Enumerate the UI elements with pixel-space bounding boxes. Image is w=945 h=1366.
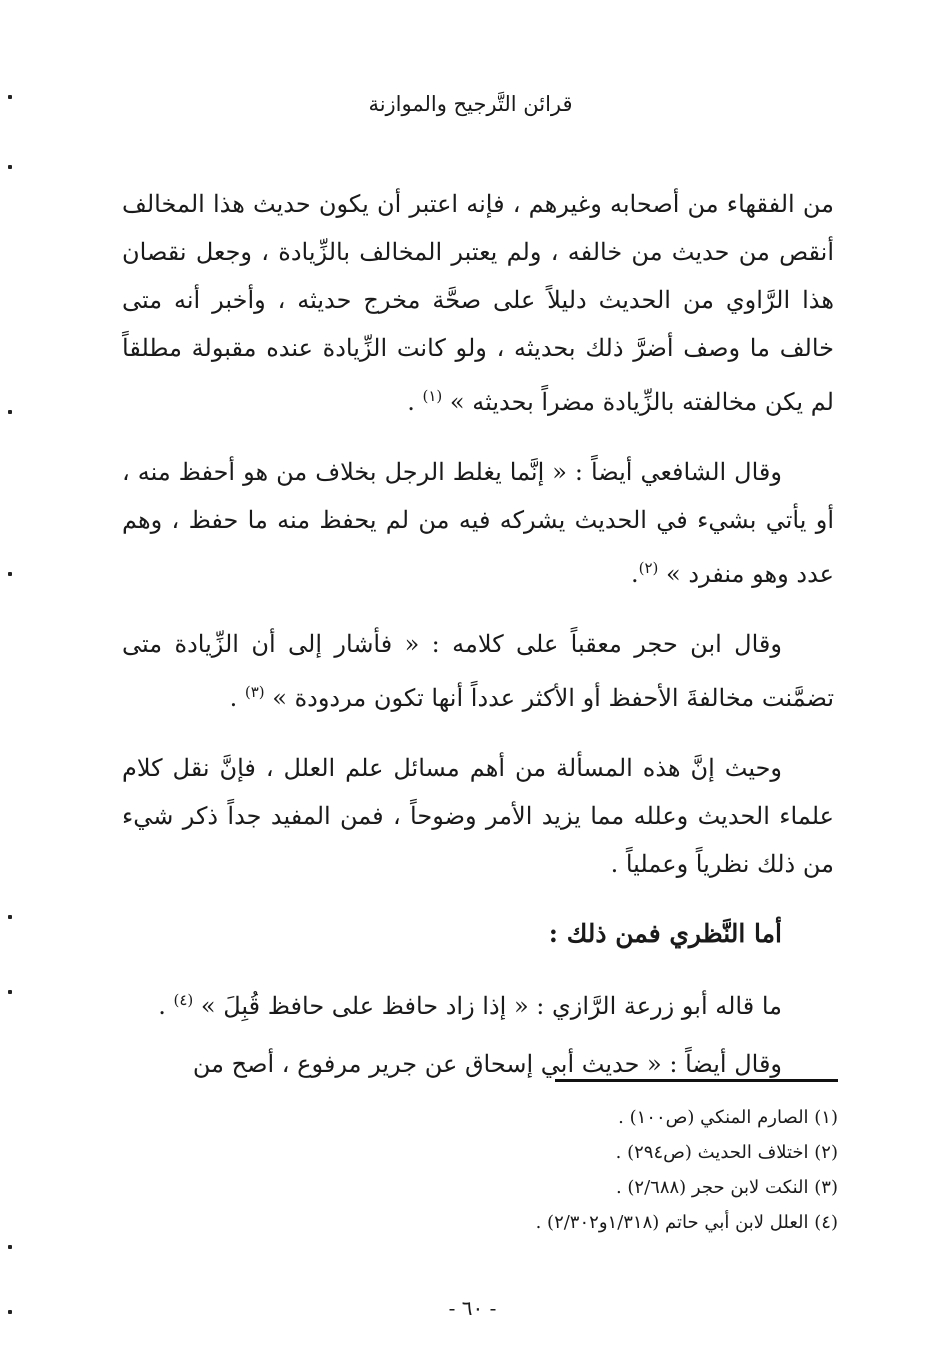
paragraph: وقال الشافعي أيضاً : « إنَّما يغلط الرجل بخلاف من هو أحفظ منه ، أو يأتي بشيء في الحديث يشركه فيه من لم يحفظ منه ما حفظ ، وهم عدد وهو منفرد » $^{(٢)}$. xyxy=(122,458,834,588)
paragraph: وقال ابن حجر معقباً على كلامه : « فأشار إلى أن الزِّيادة متى تضمَّنت مخالفةَ الأحفظ أو الأكثر عدداً أنها تكون مردودة » $^{(٣)}$ . xyxy=(122,630,834,712)
footnote-ref: (٣) xyxy=(244,683,265,701)
paragraph-text: وقال الشافعي أيضاً : « إنَّما يغلط الرجل بخلاف من هو أحفظ منه ، أو يأتي بشيء في الحديث يشركه فيه من لم يحفظ منه ما حفظ ، وهم عدد وهو منفرد » xyxy=(122,458,834,588)
scan-mark xyxy=(8,990,12,994)
main-text xyxy=(122,180,834,1098)
scan-mark xyxy=(8,410,12,414)
footnote-divider xyxy=(555,1079,838,1082)
paragraph-text: ما قاله أبو زرعة الرَّازي : « إذا زاد حافظ على حافظ قُبِلَ » xyxy=(200,992,782,1020)
footnote-ref: (١) xyxy=(422,387,443,405)
footnote-ref: (٤) xyxy=(173,991,194,1009)
header-title: قرائن التَّرجيح والموازنة xyxy=(368,92,573,116)
scan-mark xyxy=(8,572,12,576)
paragraph: من الفقهاء من أصحابه وغيرهم ، فإنه اعتبر أن يكون حديث هذا المخالف أنقص من حديث من خالفه ، ولم يعتبر المخالف بالزِّيادة ، وجعل نقصان هذا الرَّاوي من الحديث دليلاً على صحَّة مخرج حديثه ، وأخبر أنه متى خالف ما وصف أضرَّ ذلك بحديثه ، ولو كانت الزِّيادة عنده مقبولة مطلقاً لم يكن مخالفته بالزِّيادة مضراً بحديثه » $^{(١)}$ . xyxy=(122,190,834,416)
running-header xyxy=(0,92,945,116)
scan-mark xyxy=(8,915,12,919)
paragraph-text: وقال أيضاً : « حديث أبي إسحاق عن جرير مرفوع ، أصح من xyxy=(192,1050,782,1078)
footnote: (٢) اختلاف الحديث (ص٢٩٤) . xyxy=(615,1142,838,1163)
footnote-ref: (٢) xyxy=(638,559,659,577)
scan-mark xyxy=(8,165,12,169)
footnote: (٣) النكت لابن حجر (٢/٦٨٨) . xyxy=(615,1177,838,1198)
paragraph: ما قاله أبو زرعة الرَّازي : « إذا زاد حافظ على حافظ قُبِلَ » $^{(٤)}$ . xyxy=(158,991,782,1020)
scan-mark xyxy=(8,1245,12,1249)
paragraph xyxy=(122,744,834,888)
page-number: - ٦٠ - xyxy=(448,1296,497,1320)
footnote: (٤) العلل لابن أبي حاتم (١/٣١٨و٢/٣٠٢) . xyxy=(535,1212,838,1233)
paragraph-text: وحيث إنَّ هذه المسألة من أهم مسائل علم العلل ، فإنَّ نقل كلام علماء الحديث وعلله مما يزيد الأمر وضوحاً ، فمن المفيد جداً ذكر شيء من ذلك نظرياً وعملياً . xyxy=(122,754,834,878)
paragraph-text: وقال ابن حجر معقباً على كلامه : « فأشار إلى أن الزِّيادة متى تضمَّنت مخالفةَ الأحفظ أو الأكثر عدداً أنها تكون مردودة » xyxy=(122,630,834,712)
paragraph-text: من الفقهاء من أصحابه وغيرهم ، فإنه اعتبر أن يكون حديث هذا المخالف أنقص من حديث من خالفه ، ولم يعتبر المخالف بالزِّيادة ، وجعل نقصان هذا الرَّاوي من الحديث دليلاً على صحَّة مخرج حديثه ، وأخبر أنه متى خالف ما وصف أضرَّ ذلك بحديثه ، ولو كانت الزِّيادة عنده مقبولة مطلقاً لم يكن مخالفته بالزِّيادة مضراً بحديثه » xyxy=(122,190,834,416)
footnotes xyxy=(300,1100,838,1240)
section-heading: أما النَّظري فمن ذلك : xyxy=(548,919,782,948)
footnote: (١) الصارم المنكي (ص١٠٠) . xyxy=(618,1107,838,1128)
